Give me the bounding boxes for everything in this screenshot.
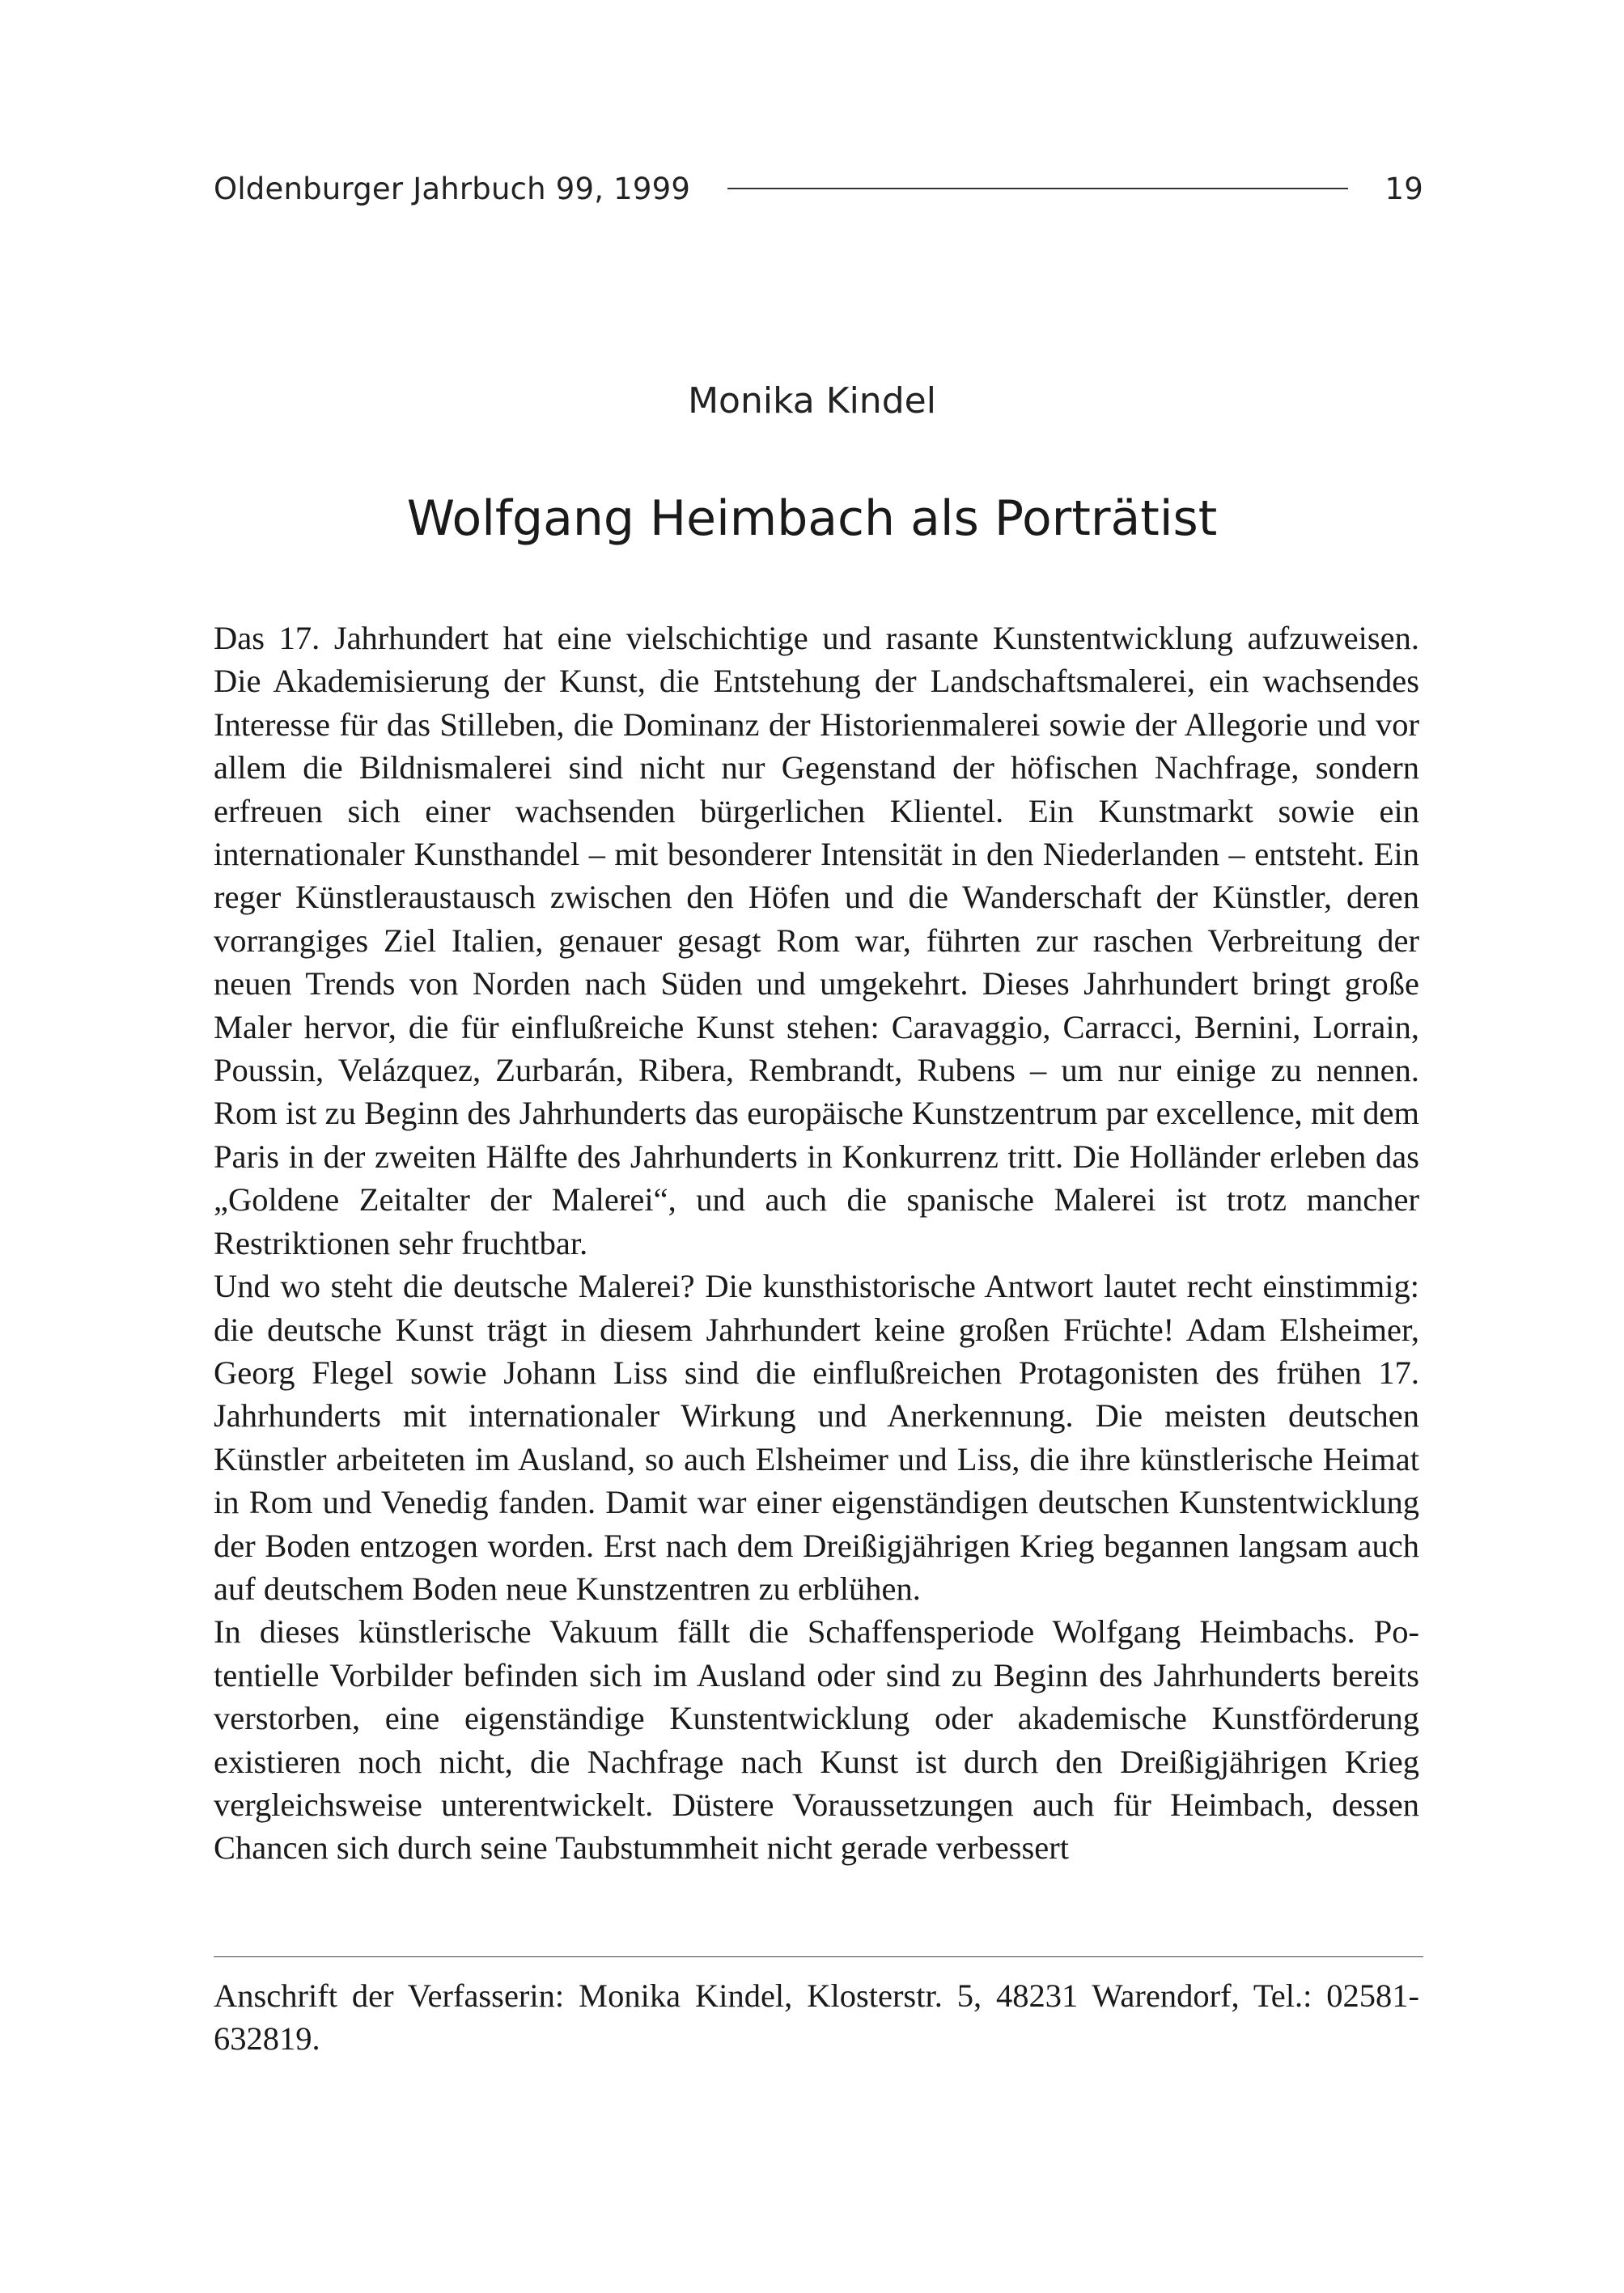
- page-number: 19: [1384, 171, 1423, 206]
- body-paragraph: In dieses künstlerische Vakuum fällt die Schaffensperiode Wolfgang Heimbachs. Potentielle Vorbilder befinden sich im Ausland oder sind zu Beginn des Jahrhunderts bereits verstorben, eine eigenständige Kunstentwicklung oder akademische Kunstförderung existieren noch nicht, die Nachfrage nach Kunst ist durch den Dreißigjährigen Krieg vergleichsweise unterentwickelt. Düstere Voraussetzungen auch für Heimbach, dessen Chancen sich durch seine Taubstummheit nicht gerade verbessert: [214, 1613, 1419, 1867]
- body-paragraph: Und wo steht die deutsche Malerei? Die kunsthistorische Antwort lautet recht einstimmig: die deutsche Kunst trägt in diesem Jahrhundert keine großen Früchte! Adam Elsheimer, Georg Flegel sowie Johann Liss sind die einflußreichen Protagonisten des frühen 17. Jahrhunderts mit internationaler Wirkung und Anerkennung. Die meisten deutschen Künstler arbeiteten im Ausland, so auch Elsheimer und Liss, die ihre künstlerische Heimat in Rom und Venedig fanden. Damit war einer eigenständigen deutschen Kunstentwicklung der Boden entzogen worden. Erst nach dem Dreißigjährigen Krieg begannen langsam auch auf deutschem Boden neue Kunstzentren zu erblühen.: [214, 1268, 1419, 1607]
- article-title: Wolfgang Heimbach als Porträtist: [406, 490, 1218, 547]
- journal-title: Oldenburger Jahrbuch 99, 1999: [214, 171, 691, 206]
- header-rule: [727, 188, 1347, 189]
- article-author: Monika Kindel: [688, 380, 936, 422]
- footnote-rule: [214, 1956, 1423, 1957]
- author-address-footnote: Anschrift der Verfasserin: Monika Kindel, Klosterstr. 5, 48231 Warendorf, Tel.: 02581-632819.: [214, 1977, 1419, 2057]
- body-paragraph: Das 17. Jahrhundert hat eine vielschichtige und rasante Kunstentwicklung aufzuweisen. Die Akademisierung der Kunst, die Entstehung der Landschaftsmalerei, ein wachsendes Interesse für das Stilleben, die Dominanz der Historienmalerei sowie der Allegorie und vor allem die Bildnismalerei sind nicht nur Gegenstand der höfischen Nachfrage, sondern erfreuen sich einer wachsenden bürgerlichen Klientel. Ein Kunstmarkt sowie ein internationaler Kunsthandel – mit besonderer Intensität in den Niederlanden – entsteht. Ein reger Künstleraustausch zwischen den Höfen und die Wanderschaft der Künstler, deren vorrangiges Ziel Italien, genauer gesagt Rom war, führten zur raschen Verbreitung der neuen Trends von Norden nach Süden und umgekehrt. Dieses Jahrhundert bringt große Maler hervor, die für einflußreiche Kunst stehen: Caravaggio, Carracci, Bernini, Lorrain, Poussin, Velázquez, Zurbarán, Ribera, Rembrandt, Rubens – um nur einige zu nennen. Rom ist zu Beginn des Jahrhunderts das europäische Kunstzentrum par excellence, mit dem Paris in der zweiten Hälfte des Jahrhunderts in Konkurrenz tritt. Die Holländer erleben das „Goldene Zeitalter der Malerei“, und auch die spanische Malerei ist trotz mancher Restriktionen sehr fruchtbar.: [214, 620, 1419, 1261]
- article-body: [214, 617, 1419, 1870]
- running-header: [214, 166, 1423, 211]
